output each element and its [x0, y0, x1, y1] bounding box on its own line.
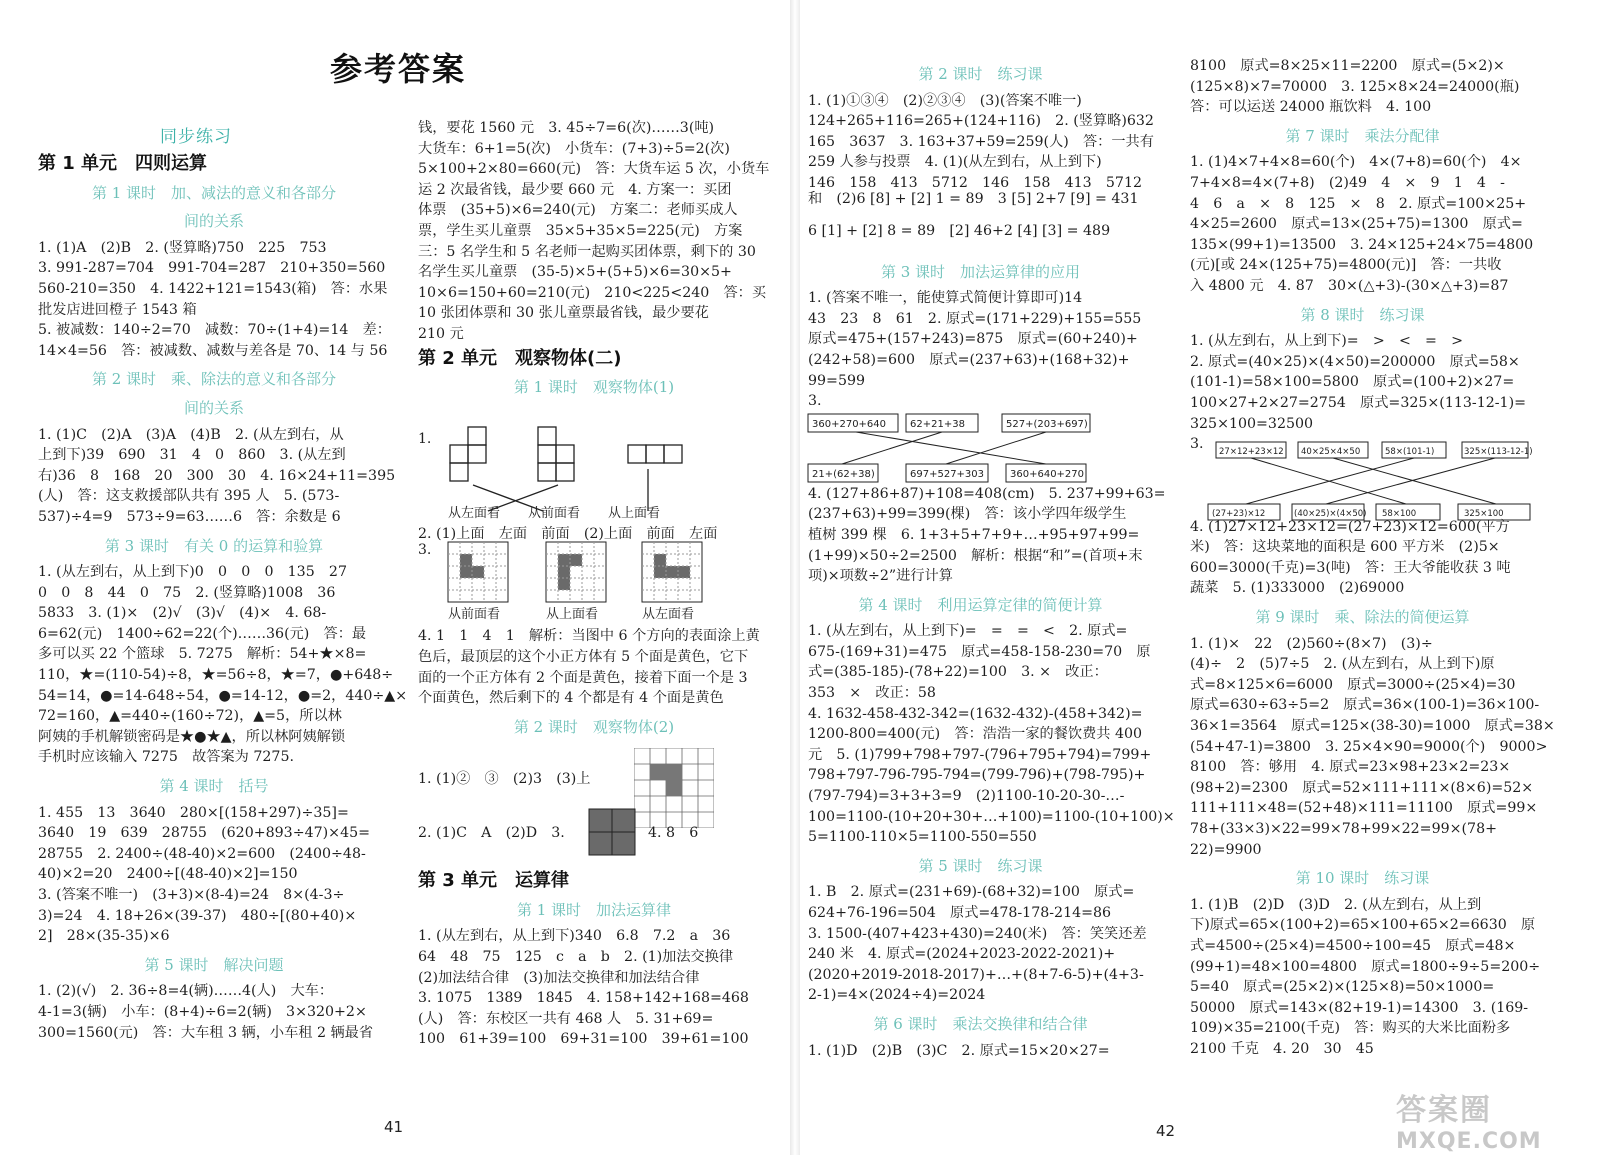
- answer-line: 多可以买 22 个篮球 5. 7275 解析：54+★×8=: [38, 646, 367, 663]
- answer-line: 5×100+2×80=660(元) 答：大货车运 5 次，小货车: [418, 161, 770, 178]
- answer-line: 5=40 原式=(25×2)×(125×8)=50×1000=: [1190, 979, 1495, 996]
- lesson-heading: 第 2 课时 观察物体(2): [513, 717, 675, 736]
- view-figures-q1: [418, 425, 718, 520]
- answer-line: 1. (1)B (2)D (3)D 2. (从左到右，从上到: [1190, 896, 1482, 913]
- answer-line: 110，★=(110-54)÷8，★=56÷8，★=7，●+648÷: [38, 667, 394, 684]
- lesson-heading: 第 10 课时 练习课: [1295, 869, 1430, 888]
- answer-line: 600=3000(千克)=3(吨) 答：王大爷能收获 3 吨: [1190, 559, 1511, 576]
- answer-line: (2020+2019-2018-2017)+…+(8+7-6-5)+(4+3-: [808, 966, 1144, 983]
- answer-line: 1. (1)①③④ (2)②③④ (3)(答案不唯一): [808, 92, 1082, 109]
- fig-label: 从上面看: [546, 607, 599, 622]
- answer-line: 64 48 75 125 c a b 2. (1)加法交换律: [418, 949, 734, 966]
- answer-line: 28755 2. 2400÷(48-40)×2=600 (2400÷48-: [38, 845, 366, 862]
- view-grids-q3: [418, 538, 778, 624]
- answer-line: 0 0 8 44 0 75 2. (竖算略)1008 36: [38, 584, 336, 601]
- answer-line: 54=14，●=14-648÷54，●=14-12，●=2，440÷▲×: [38, 687, 408, 704]
- answer-line: 624+76-196=504 原式=478-178-214=86: [808, 905, 1112, 921]
- answer-line: 右)36 8 168 20 300 30 4. 16×24+11=395: [38, 467, 396, 484]
- shaded-cell: [678, 566, 690, 578]
- u2l2-q2: 2. (1)C A (2)D 3.: [418, 825, 565, 841]
- answer-line: 3. 1075 1389 1845 4. 158+142+168=468: [418, 990, 749, 1007]
- match-top: 325×(113-12-1): [1464, 447, 1533, 457]
- shaded-cell: [460, 554, 472, 566]
- answer-line: 1. (1)D (2)B (3)C 2. 原式=15×20×27=: [808, 1042, 1110, 1059]
- shaded-cell: [666, 566, 678, 578]
- answer-line: (99+1)=48×100=4800 原式=1800÷9÷5=200÷: [1190, 958, 1541, 975]
- unit-heading: 第 1 单元 四则运算: [38, 153, 208, 174]
- answer-line: 阿姨的手机解锁密码是★●★▲，所以林阿姨解锁: [38, 728, 346, 745]
- answer-line: 146 158 413 5712 146 158 413 5712: [808, 174, 1143, 191]
- shaded-cell: [472, 566, 484, 578]
- answer-line: 2-1)=4×(2024÷4)=2024: [808, 987, 986, 1004]
- page-title: 参考答案: [330, 50, 467, 88]
- answer-line: 1200-800=400(元) 答：浩浩一家的餐饮费共 400: [808, 726, 1143, 743]
- answer-line: 240 米 4. 原式=(2024+2023-2022-2021)+: [808, 946, 1116, 963]
- lesson-heading: 第 4 课时 利用运算定律的简便计算: [858, 595, 1103, 614]
- lesson-heading: 第 6 课时 乘法交换律和结合律: [873, 1014, 1088, 1033]
- lesson-heading: 第 9 课时 乘、除法的简便运算: [1255, 608, 1470, 627]
- svg-text:3.: 3.: [418, 542, 432, 558]
- lesson-heading: 第 3 课时 加法运算律的应用: [880, 262, 1081, 281]
- shaded-cell: [558, 578, 570, 590]
- shaded-cell: [654, 554, 666, 566]
- answer-line: 124+265+116=265+(124+116) 2. (竖算略)632: [808, 113, 1154, 130]
- answer-line: (125×8)×7=70000 3. 125×8×24=24000(瓶): [1190, 78, 1520, 95]
- svg-text:1.: 1.: [418, 431, 432, 447]
- match-top: 27×12+23×12: [1219, 447, 1284, 457]
- answer-line: 798+797-796-795-794=(799-796)+(798-795)+: [808, 767, 1146, 784]
- answer-line: 3.: [808, 393, 822, 410]
- shaded-cell: [654, 566, 666, 578]
- lesson-heading: 第 2 课时 乘、除法的意义和各部分: [91, 370, 337, 389]
- answer-line: (4)÷ 2 (5)7÷5 2. (从左到右，从上到下)原: [1190, 656, 1495, 673]
- answer-line: 353 × 改正：58: [808, 685, 936, 702]
- answer-line: (797-794)=3+3+3=9 (2)1100-10-20-30-…-: [808, 788, 1125, 805]
- answer-line: (237+63)+99=399(棵) 答：该小学四年级学生: [808, 506, 1127, 523]
- answer-line: 300=1560(元) 答：大车租 3 辆，小车租 2 辆最省: [38, 1024, 374, 1041]
- lesson-heading: 第 2 课时 练习课: [918, 65, 1043, 83]
- match-bottom: 58×100: [1382, 509, 1417, 519]
- answer-line: 1. (1)A (2)B 2. (竖算略)750 225 753: [38, 239, 327, 256]
- answer-line: 111+111×48=(52+48)×111=11100 原式=99×: [1190, 800, 1538, 817]
- answer-line: 3.: [1190, 436, 1204, 453]
- match-top: 527+(203+697): [1006, 419, 1088, 430]
- match-bottom: 697+527+303: [910, 469, 985, 480]
- answer-line: 大货车：6+1=5(次) 小货车：(7+3)÷5=2(次): [418, 140, 730, 157]
- matching-diagram-l8: [1206, 438, 1536, 524]
- column-4: [1190, 56, 1555, 1060]
- answer-line: 78+(33×3)×22=99×78+99×22=99×(78+: [1190, 821, 1497, 837]
- answer-line: 72=160，▲=440÷(160÷72)，▲=5，所以林: [38, 708, 342, 725]
- answer-line: 批发店进回橙子 1543 箱: [38, 301, 197, 318]
- answer-line: 钱，要花 1560 元 3. 45÷7=6(次)……3(吨): [418, 120, 715, 136]
- match-top: 62+21+38: [910, 419, 965, 430]
- answer-line: 7+4×8=4×(7+8) (2)49 4 × 9 1 4 -: [1190, 174, 1505, 191]
- answer-line: 109)×35=2100(千克) 答：购买的大米比面粉多: [1190, 1020, 1511, 1037]
- answer-line: 1. (从左到右，从上到下)= > < = >: [1190, 333, 1463, 350]
- answer-line: 5=1100-110×5=1100-550=550: [808, 829, 1037, 846]
- answer-line: 入 4800 元 4. 87 30×(△+3)-(30×△+3)=87: [1190, 277, 1509, 294]
- answer-line: 5833 3. (1)× (2)√ (3)√ (4)× 4. 68-: [38, 605, 327, 622]
- watermark-text: 答案圈: [1396, 1093, 1492, 1128]
- answer-line: 蔬菜 5. (1)333000 (2)69000: [1190, 580, 1405, 597]
- match-top: 58×(101-1): [1385, 447, 1435, 457]
- answer-line: 1. (2)(√) 2. 36÷8=4(辆)……4(人) 大车：: [38, 983, 334, 1000]
- unit-heading: 第 3 单元 运算律: [418, 870, 570, 892]
- answer-line: 1. (从左到右，从上到下)340 6.8 7.2 a 36: [418, 928, 731, 945]
- answer-line: 14×4=56 答：被减数、减数与差各是 70、14 与 56: [38, 342, 388, 359]
- lesson-heading: 第 5 课时 练习课: [918, 856, 1043, 875]
- answer-line: 运 2 次最省钱，最少要 660 元 4. 方案一：买团: [418, 181, 732, 198]
- answer-line: 手机时应该输入 7275 故答案为 7275.: [38, 749, 294, 766]
- answer-line: 50000 原式=143×(82+19-1)=14300 3. (169-: [1190, 999, 1529, 1016]
- match-bottom: 21+(62+38): [812, 469, 875, 480]
- u2l2-q4: 4. 8 6: [648, 825, 699, 841]
- answer-line: (1+99)×50÷2=2500 解析：根据“和”=(首项+末: [808, 547, 1143, 564]
- answer-line: 上到下)39 690 31 4 0 860 3. (从左到: [38, 447, 346, 464]
- fig-label: 从左面看: [642, 607, 695, 622]
- answer-line: 体票 (35+5)×6=240(元) 方案二：老师买成人: [418, 202, 738, 219]
- answer-line: (101-1)=58×100=5800 原式=(100+2)×27=: [1190, 374, 1515, 391]
- u2l2-q1: 1. (1)② ③ (2)3 (3)上: [418, 771, 591, 787]
- answer-line: 票，学生买儿童票 35×5+35×5=225(元) 方案: [418, 222, 743, 239]
- answer-line: 43 23 8 61 2. 原式=(171+229)+155=555: [808, 310, 1142, 327]
- answer-line: 元 5. (1)799+798+797-(796+795+794)=799+: [808, 746, 1152, 763]
- answer-line: 4. (1)27×12+23×12=(27+23)×12=600(平方: [1190, 518, 1510, 535]
- fig-label: 从左面看: [448, 506, 501, 520]
- answer-line: 名学生买儿童票 (35-5)×5+(5+5)×6=30×5+: [418, 264, 732, 281]
- answer-line: 100 61+39=100 69+31=100 39+61=100: [418, 1031, 749, 1048]
- lesson-heading: 第 5 课时 解决问题: [144, 955, 284, 974]
- page-number-left: 41: [384, 1118, 404, 1136]
- answer-line: 36×1=3564 原式=125×(38-30)=1000 原式=38×: [1190, 718, 1555, 735]
- section-title: 同步练习: [160, 127, 232, 147]
- lesson-heading: 第 8 课时 练习课: [1300, 305, 1425, 324]
- lesson-heading: 第 7 课时 乘法分配律: [1285, 126, 1440, 145]
- answer-line: (98+2)=2300 原式=52×111+111×(8×6)=52×: [1190, 779, 1534, 796]
- answer-line: (人) 答：东校区一共有 468 人 5. 31+69=: [418, 1010, 714, 1027]
- answer-line: 537)÷4=9 573÷9=63……6 答：余数是 6: [38, 508, 341, 525]
- answer-line: 10×6=150+60=210(元) 210<225<240 答：买: [418, 284, 767, 301]
- answer-line: 答：可以运送 24000 瓶饮料 4. 100: [1190, 99, 1432, 116]
- answer-line: 1. (1)C (2)A (3)A (4)B 2. (从左到右，从: [38, 426, 344, 443]
- match-bottom: (40×25)×(4×50): [1294, 509, 1367, 519]
- answer-line: 1. 455 13 3640 280×[(158+297)÷35]=: [38, 804, 349, 821]
- grid-figure-u2l2: [634, 748, 714, 828]
- answer-line: 135×(99+1)=13500 3. 24×125+24×75=4800: [1190, 236, 1534, 253]
- lesson-heading: 第 4 课时 括号: [159, 777, 269, 796]
- answer-line: 下)原式=65×(100+2)=65×100+65×2=6630 原: [1190, 917, 1536, 934]
- answer-line: 8100 答：够用 4. 原式=23×98+23×2=23×: [1190, 759, 1511, 776]
- book-spine: [790, 0, 800, 1155]
- fig-label: 从上面看: [608, 506, 661, 520]
- answer-line: 式=(385-185)-(78+22)=100 3. × 改正：: [808, 664, 1108, 681]
- answer-line: 6=62(元) 1400÷62=22(个)……36(元) 答：最: [38, 625, 367, 642]
- answer-line: 2. 原式=(40×25)×(4×50)=200000 原式=58×: [1190, 353, 1520, 370]
- answer-line: 10 张团体票和 30 张儿童票最省钱，最少要花: [418, 305, 709, 322]
- fig-label: 从前面看: [528, 506, 581, 520]
- answer-line: 项)×项数÷2”进行计算: [808, 568, 953, 585]
- answer-line: 675-(169+31)=475 原式=458-158-230=70 原: [808, 643, 1151, 660]
- answer-line: 式=8×125×6=6000 原式=3000÷(25×4)=30: [1190, 676, 1516, 693]
- lesson-heading: 间的关系: [183, 398, 244, 417]
- answer-line: 2. (1)上面 左面 前面 (2)上面 前面 左面: [418, 525, 718, 542]
- unit-heading: 第 2 单元 观察物体(二): [418, 347, 622, 369]
- answer-line: (54+47-1)=3800 3. 25×4×90=9000(个) 9000>: [1190, 738, 1548, 755]
- answer-line: 1. (从左到右，从上到下)= = = < 2. 原式=: [808, 623, 1128, 640]
- answer-line: 3. 991-287=704 991-704=287 210+350=560: [38, 260, 386, 277]
- column-1: [38, 150, 408, 1043]
- answer-line: 原式=630÷63÷5=2 原式=36×(100-1)=36×100-: [1190, 697, 1540, 714]
- answer-line: 4×25=2600 原式=13×(25+75)=1300 原式=: [1190, 216, 1523, 233]
- answer-line: 325×100=32500: [1190, 415, 1314, 432]
- answer-line: 4-1=3(辆) 小车：(8+4)÷6=2(辆) 3×320+2×: [38, 1003, 367, 1020]
- answer-line: 三：5 名学生和 5 名老师一起购买团体票，剩下的 30: [418, 243, 756, 260]
- answer-line: 4 6 a × 8 125 × 8 2. 原式=100×25+: [1190, 195, 1527, 212]
- answer-line: 259 人参与投票 4. (1)(从左到右，从上到下): [808, 154, 1102, 171]
- lesson-heading: 第 1 课时 加、减法的意义和各部分: [91, 183, 337, 202]
- answer-line: 原式=475+(157+243)=875 原式=(60+240)+: [808, 331, 1138, 348]
- boxed-digits-row-1: 和 (2)6 [8] + [2] 1 = 89 3 [5] 2+7 [9] = 431: [808, 191, 1139, 207]
- match-top: 360+270+640: [812, 419, 887, 430]
- matching-diagram-l3: [806, 408, 1156, 486]
- view-grid: [546, 542, 606, 602]
- answer-line: 式=4500÷(25×4)=4500÷100=45 原式=48×: [1190, 937, 1516, 954]
- answer-line: 2100 千克 4. 20 30 45: [1190, 1040, 1374, 1057]
- answer-line: 1. (从左到右，从上到下)0 0 0 0 135 27: [38, 564, 347, 581]
- fig-label: 从前面看: [448, 607, 501, 622]
- answer-line: 3640 19 639 28755 (620+893÷47)×45=: [38, 825, 371, 842]
- page-number-right: 42: [1156, 1122, 1176, 1140]
- square-figure: [588, 808, 636, 856]
- shaded-cell: [570, 554, 582, 566]
- answer-line: 5. 被减数：140÷2=70 减数：70÷(1+4)=14 差：: [38, 322, 391, 339]
- lesson-heading: 第 1 课时 加法运算律: [516, 900, 672, 919]
- answer-line: 面的一个正方体有 2 个面是黄色，接着下面一个是 3: [418, 669, 748, 686]
- answer-line: 个面黄色，然后剩下的 4 个都是有 4 个面是黄色: [418, 690, 724, 707]
- answer-line: 165 3637 3. 163+37+59=259(人) 答：一共有: [808, 133, 1154, 150]
- answer-line: 3)=24 4. 18+26×(39-37) 480÷[(80+40)×: [38, 907, 357, 924]
- answer-line: 1. (答案不唯一，能使算式简便计算即可)14: [808, 290, 1083, 307]
- watermark-url: MXQE.COM: [1396, 1129, 1542, 1154]
- answer-line: 4. 1 1 4 1 解析：当图中 6 个方向的表面涂上黄: [418, 628, 760, 645]
- answer-line: 8100 原式=8×25×11=2200 原式=(5×2)×: [1190, 58, 1505, 74]
- answer-line: 100×27+2×27=2754 原式=325×(113-12-1)=: [1190, 394, 1526, 411]
- watermark-logo: [1396, 1085, 1586, 1154]
- answer-line: 4. (127+86+87)+108=408(cm) 5. 237+99+63=: [808, 485, 1166, 502]
- shaded-cell: [558, 566, 570, 578]
- answer-line: 22)=9900: [1190, 841, 1262, 858]
- shaded-cell: [460, 566, 472, 578]
- match-bottom: 325×100: [1464, 509, 1504, 519]
- answer-line: 色后，最顶层的这个小正方体有 5 个面是黄色，它下: [418, 648, 749, 665]
- answer-line: 米) 答：这块菜地的面积是 600 平方米 (2)5×: [1190, 539, 1500, 556]
- lesson-heading: 第 3 课时 有关 0 的运算和验算: [104, 536, 324, 555]
- answer-line: 210 元: [418, 325, 464, 342]
- answer-line: 40)×2=20 2400÷[(48-40)×2]=150: [38, 866, 298, 883]
- answer-line: (元)[或 24×(125+75)=4800(元)] 答：一共收: [1190, 257, 1502, 274]
- lesson-heading: 间的关系: [183, 212, 244, 231]
- shaded-cell: [558, 554, 570, 566]
- answer-line: 4. 1632-458-432-342=(1632-432)-(458+342)=: [808, 705, 1143, 722]
- answer-line: (人) 答：这支救援部队共有 395 人 5. (573-: [38, 488, 340, 505]
- answer-line: 1. (1)4×7+4×8=60(个) 4×(7+8)=60(个) 4×: [1190, 154, 1522, 171]
- answer-line: 3. (答案不唯一) (3+3)×(8-4)=24 8×(4-3÷: [38, 887, 345, 903]
- match-bottom: (27+23)×12: [1212, 509, 1266, 519]
- answer-line: 3. 1500-(407+423+430)=240(米) 答：笑笑还差: [808, 925, 1147, 942]
- lesson-heading: 第 1 课时 观察物体(1): [513, 378, 675, 397]
- answer-line: 99=599: [808, 372, 866, 389]
- boxed-digits-row-2: 6 [1] + [2] 8 = 89 [2] 46+2 [4] [3] = 489: [808, 223, 1111, 239]
- answer-line: 560-210=350 4. 1422+121=1543(箱) 答：水果: [38, 280, 388, 297]
- answer-line: 100=1100-(10+20+30+…+100)=1100-(10+100)×: [808, 808, 1175, 825]
- answer-line: 2] 28×(35-35)×6: [38, 928, 170, 945]
- answer-line: 1. B 2. 原式=(231+69)-(68+32)=100 原式=: [808, 884, 1135, 901]
- match-top: 40×25×4×50: [1301, 447, 1361, 457]
- answer-line: (242+58)=600 原式=(237+63)+(168+32)+: [808, 351, 1130, 368]
- answer-line: (2)加法结合律 (3)加法交换律和加法结合律: [418, 969, 700, 986]
- match-bottom: 360+640+270: [1010, 469, 1085, 480]
- answer-line: 1. (1)× 22 (2)560÷(8×7) (3)÷: [1190, 635, 1433, 652]
- answer-line: 植树 399 棵 6. 1+3+5+7+9+…+95+97+99=: [808, 526, 1140, 543]
